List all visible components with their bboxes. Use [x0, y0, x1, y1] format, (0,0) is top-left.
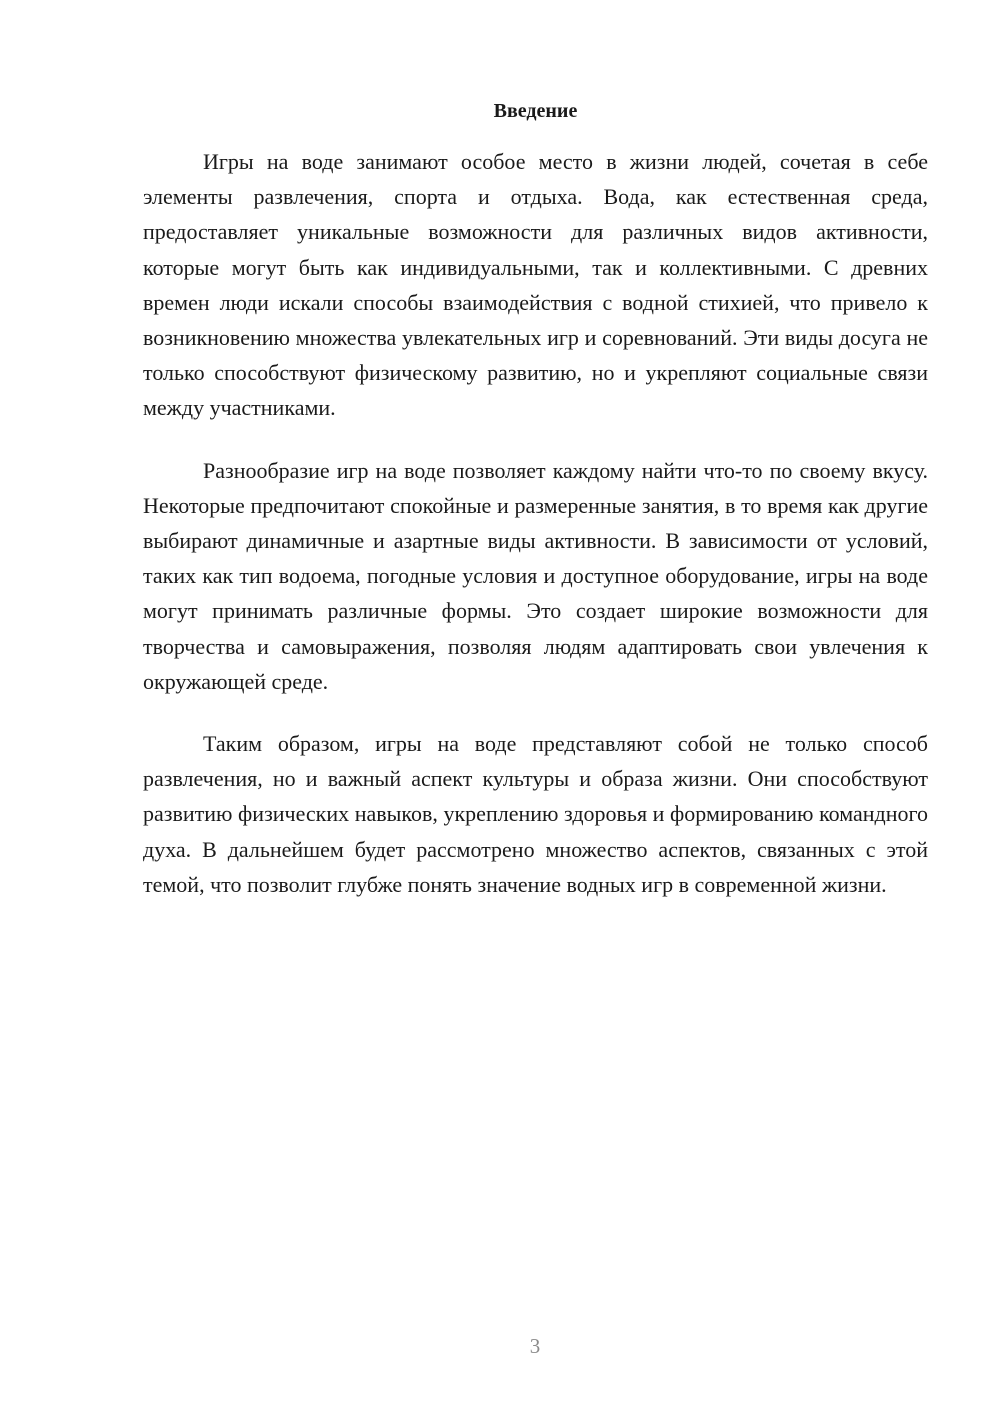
paragraph-3: Таким образом, игры на воде представляют собой не только способ развлечения, но и важный аспект культуры и образа жизни. Они способствуют развитию физических навыков, укреплению здоровья и формированию командного духа. В дальнейшем будет рассмотрено множество аспектов, связанных с этой темой, что позволит глубже понять значение водных игр в современной жизни. [143, 731, 928, 897]
page-number: 3 [529, 1334, 541, 1358]
section-title: Введение [493, 100, 578, 122]
paragraph-1: Игры на воде занимают особое место в жизни людей, сочетая в себе элементы развлечения, спорта и отдыха. Вода, как естественная среда, предоставляет уникальные возможности для различных видов активности, которые могут быть как индивидуальными, так и коллективными. С древних времен люди искали способы взаимодействия с водной стихией, что привело к возникновению множества увлекательных игр и соревнований. Эти виды досуга не только способствуют физическому развитию, но и укрепляют социальные связи между участниками. [143, 149, 928, 421]
paragraph-2: Разнообразие игр на воде позволяет каждому найти что-то по своему вкусу. Некоторые предпочитают спокойные и размеренные занятия, в то время как другие выбирают динамичные и азартные виды активности. В зависимости от условий, таких как тип водоема, погодные условия и доступное оборудование, игры на воде могут принимать различные формы. Это создает широкие возможности для творчества и самовыражения, позволяя людям адаптировать свои увлечения к окружающей среде. [143, 457, 928, 694]
page-content [143, 96, 928, 902]
